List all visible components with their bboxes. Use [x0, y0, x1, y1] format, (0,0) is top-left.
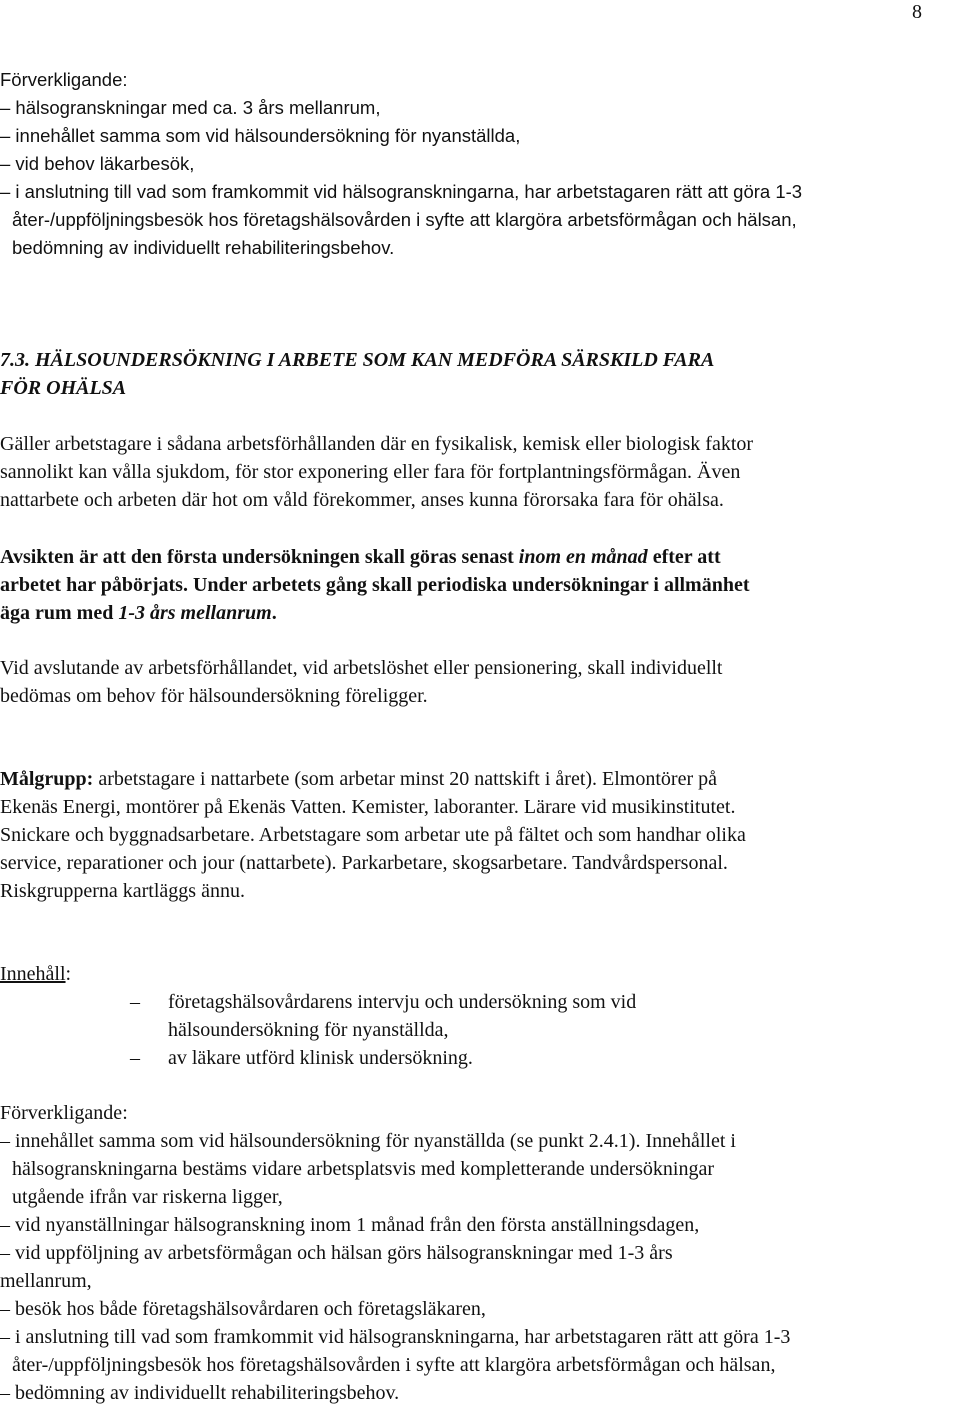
list-item: – i anslutning till vad som framkommit vid hälsogranskningarna, har arbetstagaren rätt att göra 1-3 [0, 181, 803, 202]
paragraph-line: service, reparationer och jour (nattarbete). Parkarbetare, skogsarbetare. Tandvårdspersonal. [0, 852, 728, 874]
heading-line: 7.3. HÄLSOUNDERSÖKNING I ARBETE SOM KAN MEDFÖRA SÄRSKILD FARA [0, 349, 715, 371]
paragraph-termination [0, 654, 958, 710]
paragraph-line: Snickare och byggnadsarbetare. Arbetstagare som arbetar ute på fältet och som handhar olika [0, 824, 746, 846]
section-title: Förverkligande: [0, 69, 128, 90]
paragraph-line: Riskgrupperna kartläggs ännu. [0, 880, 245, 902]
list-item-continuation: hälsoundersökning för nyanställda, [168, 1019, 449, 1041]
list-item: – företagshälsovårdarens intervju och undersökning som vid [0, 988, 958, 1016]
paragraph-line: sannolikt kan vålla sjukdom, för stor exponering eller fara för fortplantningsförmågan. Även [0, 461, 741, 483]
list-item: – hälsogranskningar med ca. 3 års mellanrum, [0, 97, 381, 118]
page-number: 8 [912, 1, 922, 23]
list-item: – innehållet samma som vid hälsoundersökning för nyanställda (se punkt 2.4.1). Innehållet i [0, 1130, 736, 1152]
heading-line: FÖR OHÄLSA [0, 377, 127, 399]
paragraph-line: arbetet har påbörjats. Under arbetets gång skall periodiska undersökningar i allmänhet [0, 574, 750, 596]
section-title: Förverkligande: [0, 1102, 128, 1124]
paragraph-line: nattarbete och arbeten där hot om våld förekommer, anses kunna förorsaka fara för ohälsa. [0, 489, 724, 511]
target-group [0, 765, 958, 905]
list-item: – bedömning av individuellt rehabiliteringsbehov. [0, 1382, 400, 1404]
contents-title: Innehåll: [0, 963, 72, 985]
list-item-continuation: utgående ifrån var riskerna ligger, [12, 1186, 283, 1208]
list-item-continuation: åter-/uppföljningsbesök hos företagshälsovården i syfte att klargöra arbetsförmågan och hälsan, [12, 209, 797, 230]
paragraph-line: Målgrupp: arbetstagare i nattarbete (som arbetar minst 20 nattskift i året). Elmontörer på [0, 768, 717, 790]
target-group-label: Målgrupp: [0, 768, 94, 790]
emphasis: inom en månad [518, 546, 648, 568]
paragraph-line: Gäller arbetstagare i sådana arbetsförhållanden där en fysikalisk, kemisk eller biologisk faktor [0, 433, 754, 455]
list-item: – vid nyanställningar hälsogranskning inom 1 månad från den första anställningsdagen, [0, 1214, 700, 1236]
paragraph-line: bedömas om behov för hälsoundersökning föreligger. [0, 685, 428, 707]
list-item-continuation: åter-/uppföljningsbesök hos företagshälsovården i syfte att klargöra arbetsförmågan och hälsan, [12, 1354, 776, 1376]
list-item-continuation: bedömning av individuellt rehabiliteringsbehov. [12, 237, 395, 258]
contents-section [0, 960, 958, 1072]
dash-bullet: – [130, 1047, 140, 1069]
paragraph-schedule [0, 543, 958, 627]
list-item-continuation: mellanrum, [0, 1270, 92, 1292]
section-forverkligande-2 [0, 1099, 958, 1407]
section-forverkligande-1 [0, 66, 958, 262]
dash-bullet: – [130, 991, 140, 1013]
list-item: – vid uppföljning av arbetsförmågan och hälsan görs hälsogranskningar med 1-3 års [0, 1242, 673, 1264]
list-item-continuation: hälsogranskningarna bestäms vidare arbetsplatsvis med kompletterande undersökningar [12, 1158, 715, 1180]
list-item: – i anslutning till vad som framkommit vid hälsogranskningarna, har arbetstagaren rätt att göra 1-3 [0, 1326, 791, 1348]
section-heading [0, 346, 958, 402]
paragraph-line: Vid avslutande av arbetsförhållandet, vid arbetslöshet eller pensionering, skall individuellt [0, 657, 723, 679]
list-item: – besök hos både företagshälsovårdaren och företagsläkaren, [0, 1298, 486, 1320]
list-item: – av läkare utförd klinisk undersökning. [0, 1044, 958, 1072]
paragraph-line: Ekenäs Energi, montörer på Ekenäs Vatten. Kemister, laboranter. Lärare vid musikinstitutet. [0, 796, 736, 818]
paragraph-line: äga rum med 1-3 års mellanrum. [0, 602, 277, 624]
paragraph-line: Avsikten är att den första undersökningen skall göras senast inom en månad efter att [0, 546, 721, 568]
list-item: – innehållet samma som vid hälsoundersökning för nyanställda, [0, 125, 521, 146]
paragraph-scope [0, 430, 958, 514]
emphasis: 1-3 års mellanrum [118, 602, 272, 624]
list-item: – vid behov läkarbesök, [0, 153, 195, 174]
